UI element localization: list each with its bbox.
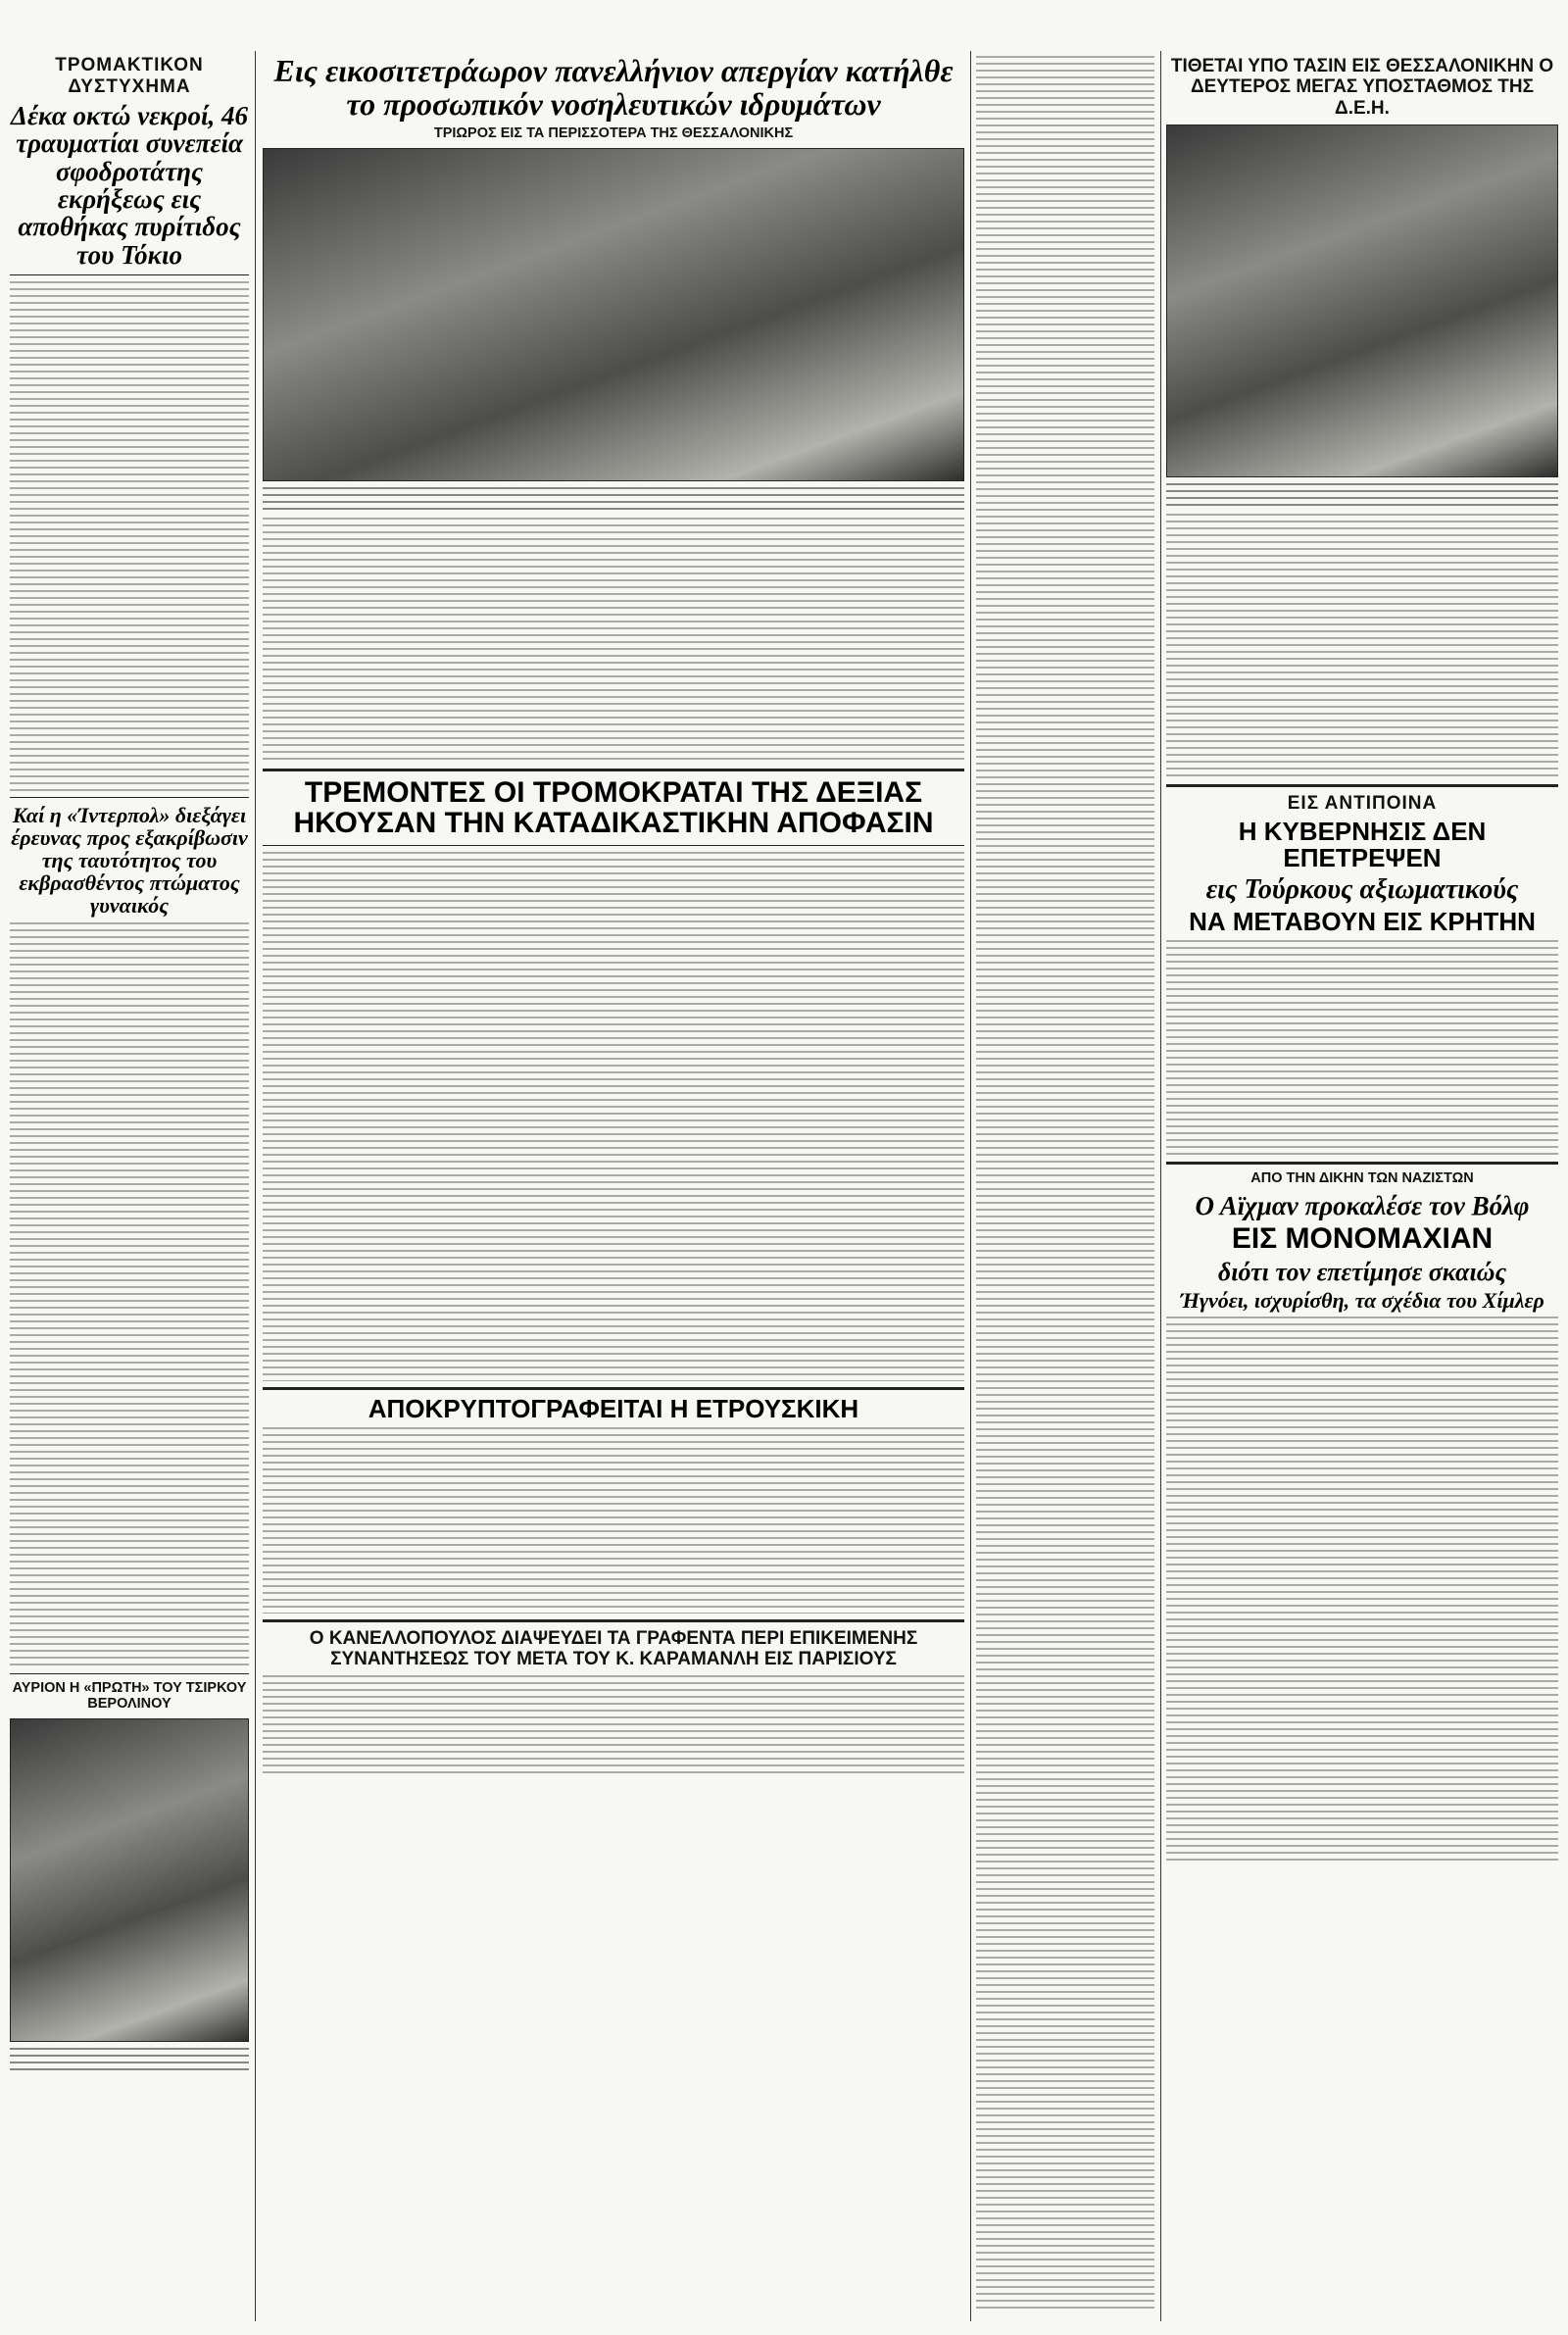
right-column <box>1166 51 1558 2321</box>
center-column <box>263 51 964 2321</box>
col1-kicker: ΤΡΟΜΑΚΤΙΚΟΝ ΔΥΣΤΥΧΗΜΑ <box>55 55 204 97</box>
center-main-headline: Εις εικοσιτετράωρον πανελλήνιον απεργίαν κατήλθε το προσωπικόν νοσηλευτικών ιδρυμάτων <box>273 53 954 122</box>
column-3 <box>976 51 1154 2321</box>
nazi-trial-kicker: ΑΠΟ ΤΗΝ ΔΙΚΗΝ ΤΩΝ ΝΑΖΙΣΤΩΝ <box>1250 1170 1474 1187</box>
col1-bottom-headline: ΑΥΡΙΟΝ Η «ΠΡΩΤΗ» ΤΟΥ ΤΣΙΡΚΟΥ ΒΕΡΟΛΙΝΟΥ <box>12 1679 247 1713</box>
reprisal-kicker: ΕΙΣ ΑΝΤΙΠΟΙΝΑ <box>1287 792 1438 814</box>
wolf-headline-1: Ο Αϊχμαν προκαλέσε τον Βόλφ <box>1195 1190 1530 1220</box>
wolf-headline-3: διότι τον επετίμησε σκαιώς <box>1217 1257 1507 1286</box>
center-sub-headline: ΤΡΙΩΡΟΣ ΕΙΣ ΤΑ ΠΕΡΙΣΣΟΤΕΡΑ ΤΗΣ ΘΕΣΣΑΛΟΝΙΚΗΣ <box>433 125 794 142</box>
wolf-headline-4: Ήγνόει, ισχυρίσθη, τα σχέδια του Χίμλερ <box>1180 1287 1544 1313</box>
col1-main-headline: Δέκα οκτώ νεκροί, 46 τραυματίαι συνεπεία σφοδροτάτης εκρήξεως εις αποθήκας πυρίτιδος του Τόκιο <box>11 101 248 270</box>
wolf-headline-2: ΕΙΣ ΜΟΝΟΜΑΧΙΑΝ <box>1231 1222 1494 1256</box>
circus-photo <box>10 1718 249 2042</box>
crete-headline-1: Η ΚΥΒΕΡΝΗΣΙΣ ΔΕΝ ΕΠΕΤΡΕΨΕΝ <box>1238 816 1487 873</box>
col1-interpol-headline: Καί η «Ίντερπολ» διεξάγει έρευνας προς εξακρίβωσιν της ταυτότητος του εκβρασθέντος πτώματος γυναικός <box>11 803 248 919</box>
crete-headline-2: εις Τούρκους αξιωματικούς <box>1205 874 1519 906</box>
kanellopoulos-headline: Ο ΚΑΝΕΛΛΟΠΟΥΛΟΣ ΔΙΑΨΕΥΔΕΙ ΤΑ ΓΡΑΦΕΝΤΑ ΠΕΡΙ ΕΠΙΚΕΙΜΕΝΗΣ ΣΥΝΑΝΤΗΣΕΩΣ ΤΟΥ ΜΕΤΑ ΤΟΥ Κ. ΚΑΡΑΜΑΝΛΗ ΕΙΣ ΠΑΡΙΣΙΟΥΣ <box>309 1628 918 1670</box>
substation-photo <box>1166 124 1558 477</box>
etruscan-headline: ΑΠΟΚΡΥΠΤΟΓΡΑΦΕΙΤΑΙ Η ΕΤΡΟΥΣΚΙΚΗ <box>368 1393 859 1423</box>
column-1 <box>10 51 249 2321</box>
crete-headline-3: ΝΑ ΜΕΤΑΒΟΥΝ ΕΙΣ ΚΡΗΤΗΝ <box>1189 906 1536 936</box>
dei-headline: ΤΙΘΕΤΑΙ ΥΠΟ ΤΑΣΙΝ ΕΙΣ ΘΕΣΣΑΛΟΝΙΚΗΝ Ο ΔΕΥΤΕΡΟΣ ΜΕΓΑΣ ΥΠΟΣΤΑΘΜΟΣ ΤΗΣ Δ.Ε.Η. <box>1170 56 1554 119</box>
strike-photo <box>263 148 964 481</box>
terror-headline: ΤΡΕΜΟΝΤΕΣ ΟΙ ΤΡΟΜΟΚΡΑΤΑΙ ΤΗΣ ΔΕΞΙΑΣ ΗΚΟΥΣΑΝ ΤΗΝ ΚΑΤΑΔΙΚΑΣΤΙΚΗΝ ΑΠΟΦΑΣΙΝ <box>293 775 934 840</box>
